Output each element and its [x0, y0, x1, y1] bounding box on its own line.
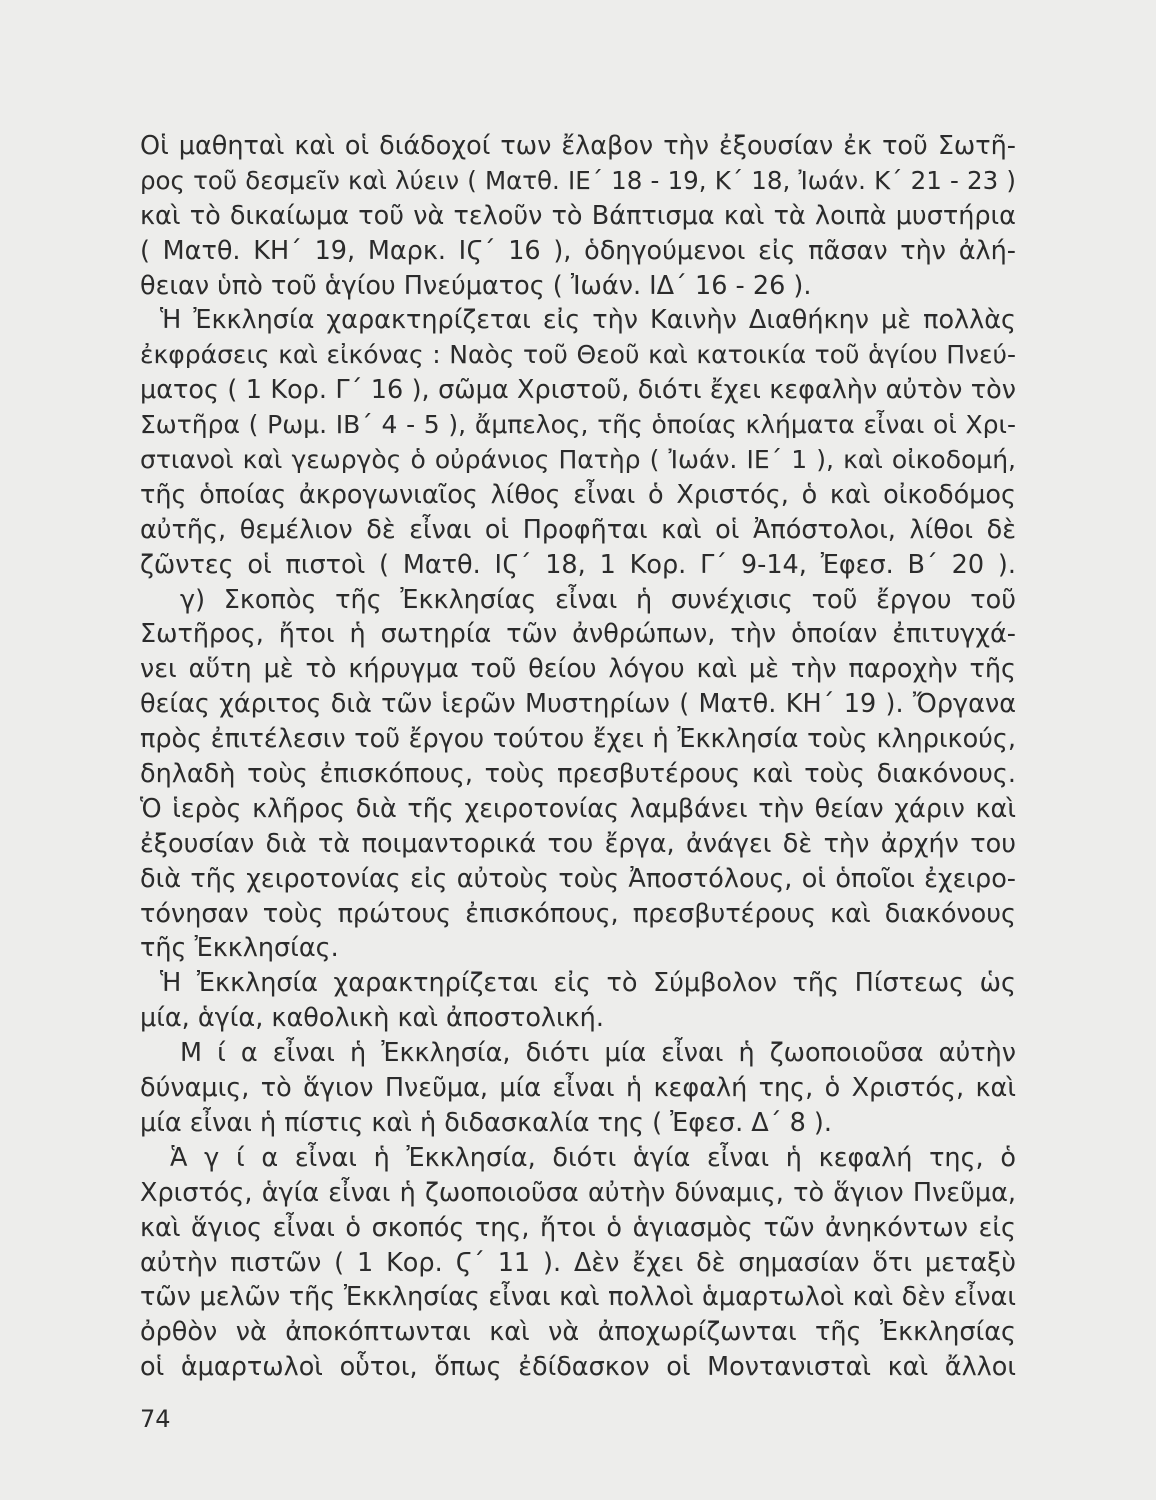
- text-line: Σωτῆρος, ἤτοι ἡ σωτηρία τῶν ἀνθρώπων, τὴν ὁποίαν ἐπιτυγχά-: [140, 619, 1016, 650]
- text-line: Μ ί α εἶναι ἡ Ἐκκλησία, διότι μία εἶναι ἡ ζωοποιοῦσα αὐτὴν: [180, 1038, 1016, 1069]
- text-line: ζῶντες οἱ πιστοὶ ( Ματθ. ΙϚ΄ 18, 1 Κορ. Γ΄ 9-14, Ἐφεσ. Β΄ 20 ).: [140, 549, 1016, 580]
- text-line: ἐκφράσεις καὶ εἰκόνας : Ναὸς τοῦ Θεοῦ καὶ κατοικία τοῦ ἁγίου Πνεύ-: [140, 340, 1016, 370]
- text-line: θείας χάριτος διὰ τῶν ἱερῶν Μυστηρίων ( Ματθ. ΚΗ΄ 19 ). Ὄργανα: [140, 689, 1016, 720]
- text-line: ματος ( 1 Κορ. Γ΄ 16 ), σῶμα Χριστοῦ, διότι ἔχει κεφαλὴν αὐτὸν τὸν: [140, 375, 1016, 406]
- text-line: τῆς ὁποίας ἀκρογωνιαῖος λίθος εἶναι ὁ Χριστός, ὁ καὶ οἰκοδόμος: [140, 479, 1016, 510]
- text-line: δύναμις, τὸ ἅγιον Πνεῦμα, μία εἶναι ἡ κεφαλή της, ὁ Χριστός, καὶ: [140, 1073, 1016, 1104]
- text-line: θειαν ὑπὸ τοῦ ἁγίου Πνεύματος ( Ἰωάν. ΙΔ΄ 16 - 26 ).: [140, 270, 812, 301]
- text-line: Ὁ ἱερὸς κλῆρος διὰ τῆς χειροτονίας λαμβάνει τὴν θείαν χάριν καὶ: [140, 793, 1016, 824]
- text-line: ὀρθὸν νὰ ἀποκόπτωνται καὶ νὰ ἀποχωρίζωνται τῆς Ἐκκλησίας: [140, 1317, 1016, 1348]
- text-line: αὐτὴν πιστῶν ( 1 Κορ. Ϛ΄ 11 ). Δὲν ἔχει δὲ σημασίαν ὅτι μεταξὺ: [140, 1247, 1016, 1278]
- text-line: ( Ματθ. ΚΗ΄ 19, Μαρκ. ΙϚ΄ 16 ), ὁδηγούμενοι εἰς πᾶσαν τὴν ἀλή-: [140, 235, 1016, 266]
- text-line: νει αὕτη μὲ τὸ κήρυγμα τοῦ θείου λόγου καὶ μὲ τὴν παροχὴν τῆς: [140, 654, 1016, 685]
- text-line: τῶν μελῶν τῆς Ἐκκλησίας εἶναι καὶ πολλοὶ ἁμαρτωλοὶ καὶ δὲν εἶναι: [140, 1282, 1016, 1313]
- text-line: τῆς Ἐκκλησίας.: [140, 933, 339, 964]
- text-line: Ἡ Ἐκκλησία χαρακτηρίζεται εἰς τὴν Καινὴν Διαθήκην μὲ πολλὰς: [160, 305, 1016, 336]
- text-line: ἐξουσίαν διὰ τὰ ποιμαντορικά του ἔργα, ἀνάγει δὲ τὴν ἀρχήν του: [140, 828, 1016, 859]
- text-line: οἱ ἁμαρτωλοὶ οὗτοι, ὅπως ἐδίδασκον οἱ Μοντανισταὶ καὶ ἄλλοι: [140, 1352, 1016, 1383]
- text-line: Χριστός, ἁγία εἶναι ἡ ζωοποιοῦσα αὐτὴν δύναμις, τὸ ἅγιον Πνεῦμα,: [140, 1177, 1016, 1208]
- text-line: αὐτῆς, θεμέλιον δὲ εἶναι οἱ Προφῆται καὶ οἱ Ἀπόστολοι, λίθοι δὲ: [140, 514, 1016, 545]
- text-line: γ) Σκοπὸς τῆς Ἐκκλησίας εἶναι ἡ συνέχισις τοῦ ἔργου τοῦ: [180, 584, 1016, 615]
- text-line: ρος τοῦ δεσμεῖν καὶ λύειν ( Ματθ. ΙΕ΄ 18 - 19, Κ΄ 18, Ἰωάν. Κ΄ 21 - 23 ): [140, 165, 1016, 195]
- text-line: καὶ τὸ δικαίωμα τοῦ νὰ τελοῦν τὸ Βάπτισμα καὶ τὰ λοιπὰ μυστήρια: [140, 200, 1016, 231]
- text-line: μία εἶναι ἡ πίστις καὶ ἡ διδασκαλία της ( Ἐφεσ. Δ΄ 8 ).: [140, 1107, 832, 1138]
- text-line: Σωτῆρα ( Ρωμ. ΙΒ΄ 4 - 5 ), ἄμπελος, τῆς ὁποίας κλήματα εἶναι οἱ Χρι-: [140, 410, 1016, 440]
- text-line: στιανοὶ καὶ γεωργὸς ὁ οὐράνιος Πατὴρ ( Ἰωάν. ΙΕ΄ 1 ), καὶ οἰκοδομή,: [140, 445, 1016, 475]
- text-line: Ἁ γ ί α εἶναι ἡ Ἐκκλησία, διότι ἁγία εἶναι ἡ κεφαλή της, ὁ: [170, 1142, 1016, 1173]
- text-line: Οἱ μαθηταὶ καὶ οἱ διάδοχοί των ἔλαβον τὴν ἐξουσίαν ἐκ τοῦ Σωτῆ-: [140, 131, 1016, 161]
- text-line: Ἡ Ἐκκλησία χαρακτηρίζεται εἰς τὸ Σύμβολον τῆς Πίστεως ὡς: [160, 968, 1016, 999]
- text-line: καὶ ἅγιος εἶναι ὁ σκοπός της, ἤτοι ὁ ἁγιασμὸς τῶν ἀνηκόντων εἰς: [140, 1212, 1016, 1243]
- text-line: δηλαδὴ τοὺς ἐπισκόπους, τοὺς πρεσβυτέρους καὶ τοὺς διακόνους.: [140, 759, 1016, 790]
- text-line: πρὸς ἐπιτέλεσιν τοῦ ἔργου τούτου ἔχει ἡ Ἐκκλησία τοὺς κληρικούς,: [140, 724, 1016, 755]
- text-line: μία, ἁγία, καθολικὴ καὶ ἀποστολική.: [140, 1003, 604, 1034]
- text-line: διὰ τῆς χειροτονίας εἰς αὐτοὺς τοὺς Ἀποστόλους, οἱ ὁποῖοι ἐχειρο-: [140, 863, 1016, 894]
- body-text: [140, 129, 1020, 1385]
- text-line: τόνησαν τοὺς πρώτους ἐπισκόπους, πρεσβυτέρους καὶ διακόνους: [140, 898, 1016, 929]
- page-number: 74: [140, 1405, 171, 1433]
